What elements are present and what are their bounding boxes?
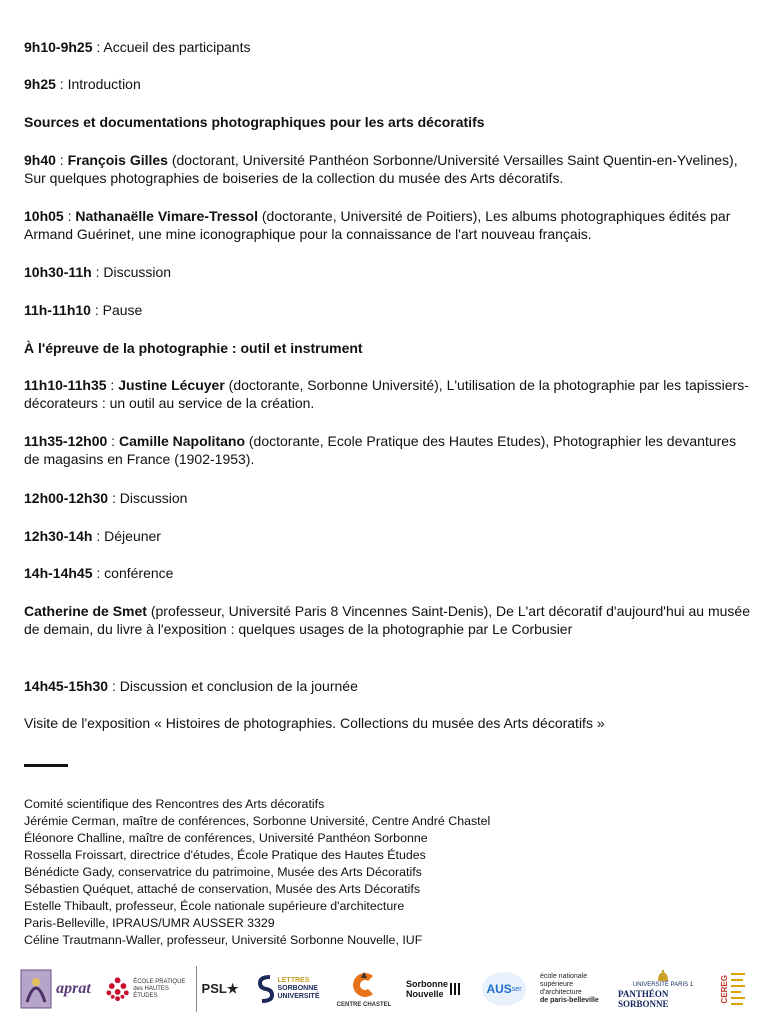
psl-text: PSL★: [201, 981, 239, 996]
chastel-text: CENTRE CHASTEL: [336, 1001, 392, 1008]
program-entry: 9h40 : François Gilles (doctorant, Université Panthéon Sorbonne/Université Versailles Saint Quentin-en-Yvelines), Sur quelques photographies de boiseries de la collection du musée des Arts décoratifs.: [24, 152, 738, 186]
program-entry: 12h30-14h : Déjeuner: [24, 528, 161, 544]
program-entry: 11h-11h10 : Pause: [24, 302, 143, 318]
committee-title: Comité scientifique des Rencontres des Arts décoratifs: [24, 797, 325, 811]
pantheon-sorbonne-logo: [618, 966, 708, 1012]
committee-member: Sébastien Quéquet, attaché de conservation, Musée des Arts Décoratifs: [24, 882, 421, 896]
cereg-text: CEREG: [719, 974, 729, 1004]
session-heading: Sources et documentations photographiques pour les arts décoratifs: [24, 114, 485, 130]
program-entry: 10h05 : Nathanaëlle Vimare-Tressol (doctorante, Université de Poitiers), Les albums photographiques édités par Armand Guérinet, une mine iconographique pour la connaissance de l'art nouveau français.: [24, 208, 731, 242]
p1-text-2: PANTHÉON SORBONNE: [618, 988, 669, 1009]
committee-member: Jérémie Cerman, maître de conférences, Sorbonne Université, Centre André Chastel: [24, 814, 491, 828]
cereg-lines-icon: [729, 969, 749, 1009]
chastel-emblem-icon: [349, 970, 379, 1000]
committee-member: Céline Trautmann-Waller, professeur, Université Sorbonne Nouvelle, IUF: [24, 933, 423, 947]
committee-member: Bénédicte Gady, conservatrice du patrimoine, Musée des Arts Décoratifs: [24, 865, 422, 879]
program-entry: 11h35-12h00 : Camille Napolitano (doctorante, Ecole Pratique des Hautes Etudes), Photographier les devantures de magasins en France (1902-1953).: [24, 433, 737, 467]
ensa-text-2: supérieure: [540, 981, 574, 988]
ausser-sup-text: ser: [511, 985, 522, 993]
committee-member: Estelle Thibault, professeur, École nationale supérieure d'architecture: [24, 899, 405, 913]
sn-text-1: Sorbonne: [406, 979, 448, 989]
psl-logo: [196, 966, 243, 1012]
lettres-text-3: UNIVERSITÉ: [277, 993, 320, 1000]
sn-bars-icon: [450, 981, 460, 997]
program-entry: 14h-14h45 : conférence: [24, 565, 174, 581]
ensa-text-4: de paris-belleville: [540, 997, 599, 1004]
lettres-text-2: SORBONNE: [277, 985, 318, 992]
program-entry: 12h00-12h30 : Discussion: [24, 490, 188, 506]
committee-member: Éléonore Challine, maître de conférences, Université Panthéon Sorbonne: [24, 831, 428, 845]
centre-chastel-logo: [336, 966, 392, 1012]
program-entry: 11h10-11h35 : Justine Lécuyer (doctorante, Sorbonne Université), L'utilisation de la photographie par les tapissiers-décorateurs : un outil au service de la création.: [24, 377, 749, 411]
ausser-logo: [476, 966, 532, 1012]
ephe-logo: [105, 966, 193, 1012]
exhibition-visit: Visite de l'exposition « Histoires de photographies. Collections du musée des Arts décoratifs »: [24, 715, 605, 731]
lettres-text-1: LETTRES: [277, 977, 310, 984]
cereg-logo: [714, 966, 754, 1012]
pantheon-dome-icon: [657, 970, 669, 982]
p1-text-1: UNIVERSITÉ PARIS 1: [632, 981, 694, 988]
aprat-emblem-icon: [19, 968, 53, 1010]
ausser-text: AUS: [486, 982, 512, 996]
sn-text-2: Nouvelle: [406, 989, 444, 999]
program-entry: Catherine de Smet (professeur, Université Paris 8 Vincennes Saint-Denis), De L'art décoratif d'aujourd'hui au musée de demain, du livre à l'exposition : quelques usages de la photographie par Le Corbusier: [24, 603, 751, 637]
lettres-sorbonne-logo: [250, 966, 328, 1012]
ensa-text-3: d'architecture: [540, 989, 582, 996]
ensa-text-1: école nationale: [540, 973, 588, 980]
ephe-emblem-icon: [105, 975, 130, 1003]
program-entry: 10h30-11h : Discussion: [24, 264, 172, 280]
program-entry: 9h10-9h25 : Accueil des participants: [24, 39, 251, 55]
committee-member: Paris-Belleville, IPRAUS/UMR AUSSER 3329: [24, 916, 275, 930]
sorbonne-nouvelle-logo: [398, 966, 468, 1012]
section-divider: [24, 764, 68, 767]
aprat-text: aprat: [56, 980, 91, 997]
ensa-paris-belleville-logo: [540, 966, 614, 1012]
aprat-logo: [10, 966, 100, 1012]
lettres-emblem-icon: [258, 974, 274, 1004]
ephe-text-2: des HAUTES ÉTUDES: [133, 985, 169, 999]
session-heading: À l'épreuve de la photographie : outil et instrument: [24, 340, 363, 356]
ephe-text-1: ÉCOLE PRATIQUE: [133, 978, 186, 985]
ausser-badge: [482, 972, 526, 1006]
scientific-committee: [24, 796, 754, 949]
committee-member: Rossella Froissart, directrice d'études, École Pratique des Hautes Études: [24, 848, 426, 862]
program-entry: 9h25 : Introduction: [24, 76, 141, 92]
program-entry: 14h45-15h30 : Discussion et conclusion de la journée: [24, 678, 358, 694]
partner-logos: [10, 966, 758, 1014]
